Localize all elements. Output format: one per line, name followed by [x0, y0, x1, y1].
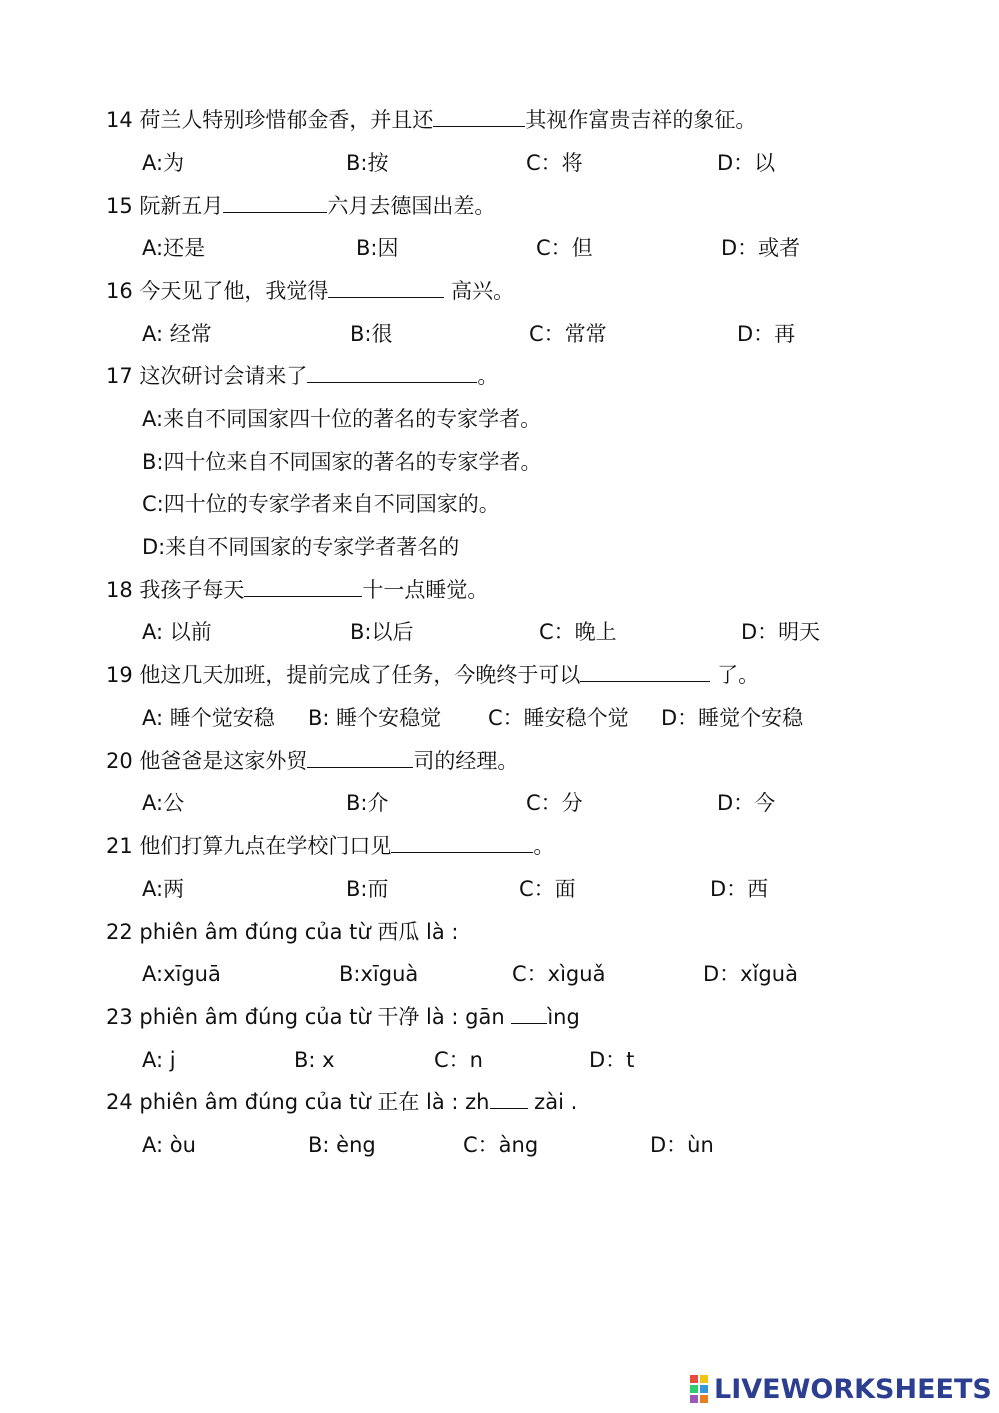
logo-block: [690, 1385, 698, 1393]
option-20-d[interactable]: D：今: [717, 791, 776, 815]
option-16-d[interactable]: D：再: [737, 322, 796, 346]
option-21-c[interactable]: C：面: [519, 877, 576, 901]
answer-blank[interactable]: [391, 832, 533, 853]
option-24-b[interactable]: B: èng: [308, 1133, 376, 1157]
question-20: 20 他爸爸是这家外贸 司的经理。: [106, 749, 519, 773]
logo-block: [700, 1375, 708, 1383]
option-23-d[interactable]: D：t: [589, 1048, 635, 1072]
logo-text: LIVEWORKSHEETS: [714, 1373, 992, 1405]
option-14-c[interactable]: C：将: [526, 151, 583, 175]
question-23: 23 phiên âm đúng của từ 干净 là : gān ìng: [106, 1005, 580, 1029]
option-22-b[interactable]: B:xīguà: [339, 962, 419, 986]
option-18-c[interactable]: C：晚上: [539, 620, 617, 644]
answer-blank[interactable]: [223, 192, 327, 213]
option-18-d[interactable]: D：明天: [741, 620, 821, 644]
logo-block: [700, 1385, 708, 1393]
option-21-a[interactable]: A:两: [142, 877, 185, 901]
option-15-a[interactable]: A:还是: [142, 236, 206, 260]
option-20-c[interactable]: C：分: [526, 791, 583, 815]
question-24: 24 phiên âm đúng của từ 正在 là : zh zài .: [106, 1090, 578, 1114]
answer-blank[interactable]: [328, 277, 444, 298]
option-15-c[interactable]: C：但: [536, 236, 593, 260]
logo-block: [700, 1395, 708, 1403]
option-24-a[interactable]: A: òu: [142, 1133, 196, 1157]
question-17: 17 这次研讨会请来了 。: [106, 364, 499, 388]
answer-blank[interactable]: [580, 661, 710, 682]
question-18: 18 我孩子每天 十一点睡觉。: [106, 578, 489, 602]
question-14: 14 荷兰人特别珍惜郁金香，并且还 其视作富贵吉祥的象征。: [106, 108, 757, 132]
option-19-d[interactable]: D：睡觉个安稳: [661, 706, 804, 730]
option-19-c[interactable]: C：睡安稳个觉: [488, 706, 629, 730]
option-20-b[interactable]: B:介: [346, 791, 389, 815]
logo-block: [690, 1395, 698, 1403]
option-23-b[interactable]: B: x: [294, 1048, 335, 1072]
option-23-a[interactable]: A: j: [142, 1048, 176, 1072]
question-22: 22 phiên âm đúng của từ 西瓜 là :: [106, 920, 459, 944]
option-16-c[interactable]: C：常常: [529, 322, 607, 346]
option-17-d[interactable]: D:来自不同国家的专家学者著名的: [142, 535, 460, 559]
question-21: 21 他们打算九点在学校门口见 。: [106, 834, 555, 858]
option-22-d[interactable]: D：xǐguà: [703, 962, 798, 986]
option-17-c[interactable]: C:四十位的专家学者来自不同国家的。: [142, 492, 500, 516]
question-16: 16 今天见了他，我觉得 高兴。: [106, 279, 515, 303]
option-21-b[interactable]: B:而: [346, 877, 389, 901]
option-24-d[interactable]: D：ùn: [650, 1133, 714, 1157]
option-16-a[interactable]: A: 经常: [142, 322, 212, 346]
answer-blank[interactable]: [433, 106, 525, 127]
option-21-d[interactable]: D：西: [710, 877, 769, 901]
option-17-b[interactable]: B:四十位来自不同国家的著名的专家学者。: [142, 450, 542, 474]
option-18-b[interactable]: B:以后: [350, 620, 414, 644]
option-19-b[interactable]: B: 睡个安稳觉: [308, 706, 442, 730]
option-19-a[interactable]: A: 睡个觉安稳: [142, 706, 275, 730]
option-22-a[interactable]: A:xīguā: [142, 962, 221, 986]
question-19: 19 他这几天加班，提前完成了任务，今晚终于可以 了。: [106, 663, 760, 687]
option-15-b[interactable]: B:因: [356, 236, 399, 260]
question-15: 15 阮新五月 六月去德国出差。: [106, 194, 496, 218]
option-24-c[interactable]: C：àng: [463, 1133, 539, 1157]
answer-blank[interactable]: [511, 1003, 547, 1024]
option-22-c[interactable]: C：xìguǎ: [512, 962, 606, 986]
logo-blocks-icon: [690, 1375, 708, 1403]
logo-block: [690, 1375, 698, 1383]
option-16-b[interactable]: B:很: [350, 322, 393, 346]
option-14-b[interactable]: B:按: [346, 151, 389, 175]
answer-blank[interactable]: [490, 1088, 528, 1109]
answer-blank[interactable]: [244, 576, 362, 597]
liveworksheets-logo[interactable]: [690, 1372, 992, 1406]
answer-blank[interactable]: [307, 747, 413, 768]
option-15-d[interactable]: D：或者: [721, 236, 801, 260]
option-14-a[interactable]: A:为: [142, 151, 185, 175]
option-14-d[interactable]: D：以: [717, 151, 776, 175]
option-18-a[interactable]: A: 以前: [142, 620, 212, 644]
option-23-c[interactable]: C：n: [434, 1048, 483, 1072]
option-20-a[interactable]: A:公: [142, 791, 185, 815]
option-17-a[interactable]: A:来自不同国家四十位的著名的专家学者。: [142, 407, 542, 431]
answer-blank[interactable]: [307, 362, 477, 383]
